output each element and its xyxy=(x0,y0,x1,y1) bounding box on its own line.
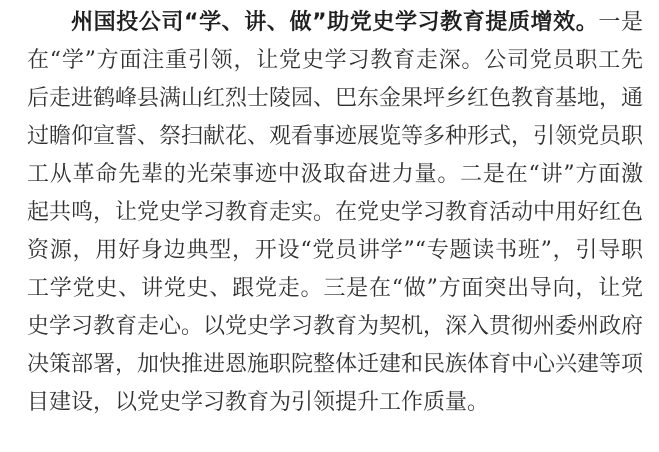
paragraph-lead-bold: 州国投公司“学、讲、做”助党史学习教育提质增效。 xyxy=(71,10,599,35)
paragraph-body-text: 一是在“学”方面注重引领，让党史学习教育走深。公司党员职工先后走进鹤峰县满山红烈士陵园、巴东金果坪乡红色教育基地，通过瞻仰宣誓、祭扫献花、观看事迹展览等多种形式，引领党员职工从革命先辈的光荣事迹中汲取奋进力量。二是在“讲”方面激起共鸣，让党史学习教育走实。在党史学习教育活动中用好红色资源，用好身边典型，开设“党员讲学”“专题读书班”，引导职工学党史、讲党史、跟党走。三是在“做”方面突出导向，让党史学习教育走心。以党史学习教育为契机，深入贯彻州委州政府决策部署，加快推进恩施职院整体迁建和民族体育中心兴建等项目建设，以党史学习教育为引领提升工作质量。 xyxy=(27,10,644,415)
body-paragraph xyxy=(27,4,643,422)
